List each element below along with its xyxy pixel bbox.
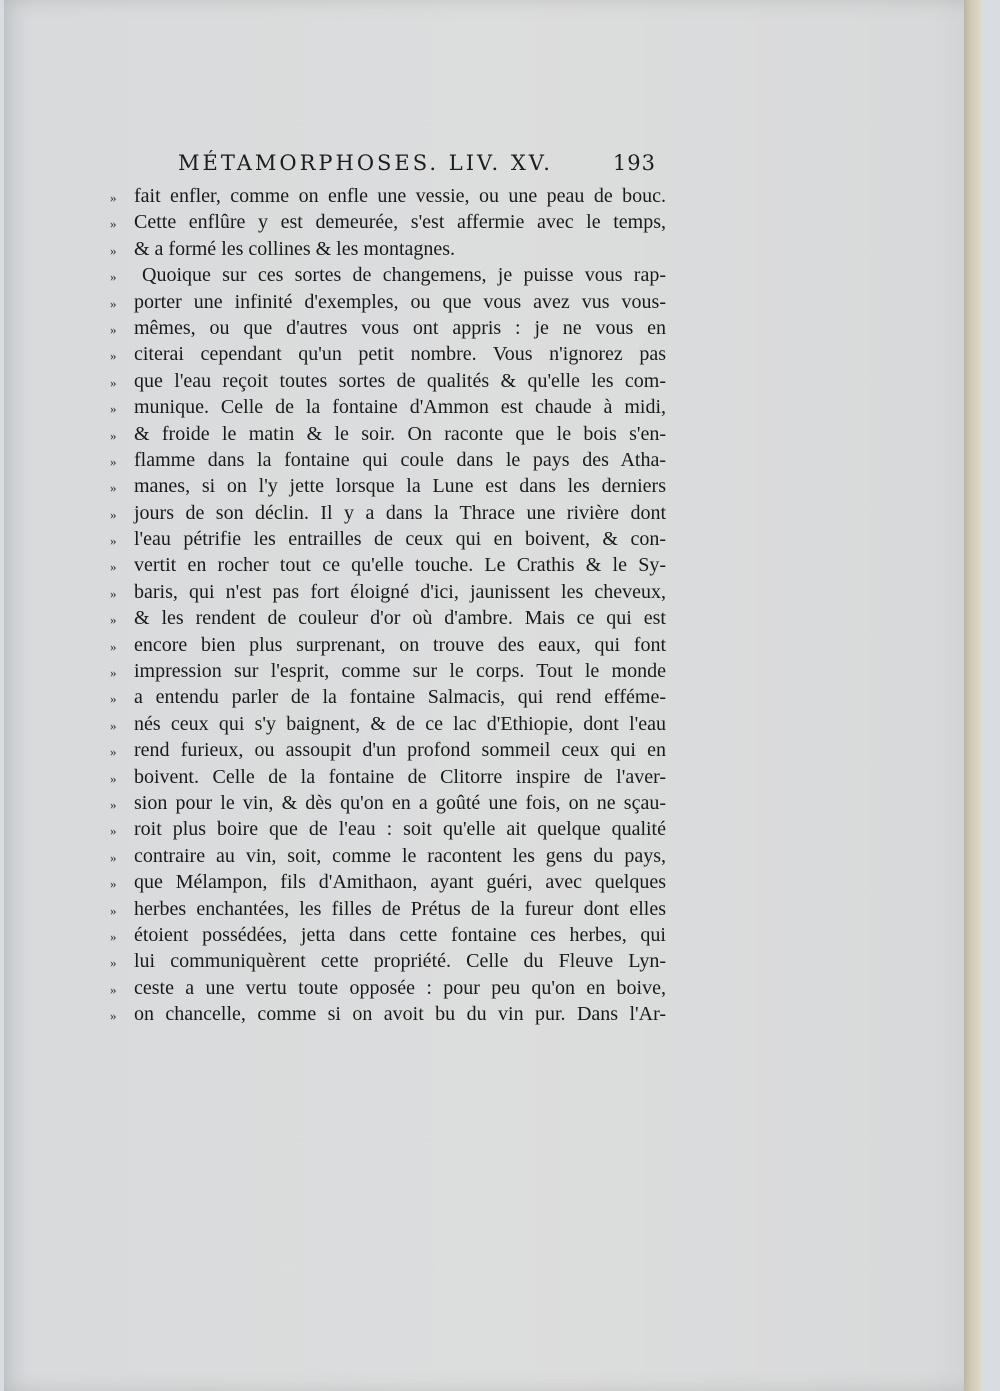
running-title: MÉTAMORPHOSES. LIV. XV. [178,151,553,175]
quote-mark: » [110,480,117,496]
text-line [110,289,666,315]
text-line [110,632,666,658]
quote-mark: » [110,796,117,812]
text-line [110,447,666,473]
line-text: on chancelle, comme si on avoit bu du vin pur. Dans l'Ar- [134,1003,666,1026]
text-line [110,421,666,447]
quote-mark: » [110,770,117,786]
text-line [110,658,666,684]
body-text [110,183,666,1028]
quote-mark: » [110,928,117,944]
line-text: Cette enflûre y est demeurée, s'est affermie avec le temps, [134,211,666,234]
quote-mark: » [110,242,117,258]
line-text: contraire au vin, soit, comme le racontent les gens du pays, [134,844,666,867]
text-line [110,500,666,526]
text-line [110,262,666,288]
text-line [110,236,666,262]
text-line [110,737,666,763]
quote-mark: » [110,295,117,311]
line-text: jours de son déclin. Il y a dans la Thrace une rivière dont [134,501,666,524]
line-text: mêmes, ou que d'autres vous ont appris : je ne vous en [134,316,666,339]
text-line [110,368,666,394]
line-text: flamme dans la fontaine qui coule dans le pays des Atha- [134,448,666,471]
line-text: nés ceux qui s'y baignent, & de ce lac d'Ethiopie, dont l'eau [134,712,666,735]
quote-mark: » [110,691,117,707]
text-line [110,1001,666,1027]
line-text: fait enfler, comme on enfle une vessie, ou une peau de bouc. [134,185,666,207]
text-line [110,764,666,790]
page-header [178,146,656,180]
line-text: que Mélampon, fils d'Amithaon, ayant guéri, avec quelques [134,871,666,894]
line-text: & a formé les collines & les montagnes. [134,237,456,260]
line-text: porter une infinité d'exemples, ou que vous avez vus vous- [134,290,666,313]
line-text: herbes enchantées, les filles de Prétus de la fureur dont elles [134,897,666,920]
quote-mark: » [110,533,117,549]
quote-mark: » [110,717,117,733]
line-text: sion pour le vin, & dès qu'on en a goûté une fois, on ne sçau- [134,791,666,814]
quote-mark: » [110,823,117,839]
text-line [110,473,666,499]
line-text: ceste a une vertu toute opposée : pour peu qu'on en boive, [134,976,666,999]
quote-mark: » [110,453,117,469]
line-text: baris, qui n'est pas fort éloigné d'ici, jaunissent les cheveux, [134,580,666,603]
quote-mark: » [110,190,117,205]
quote-mark: » [110,401,117,417]
quote-mark: » [110,955,117,971]
quote-mark: » [110,981,117,997]
text-line [110,922,666,948]
quote-mark: » [110,506,117,522]
line-text: Quoique sur ces sortes de changemens, je puisse vous rap- [142,264,666,287]
text-line [110,711,666,737]
text-line [110,552,666,578]
text-line [110,975,666,1001]
line-text: boivent. Celle de la fontaine de Clitorre inspire de l'aver- [134,765,666,788]
quote-mark: » [110,216,117,232]
quote-mark: » [110,321,117,337]
quote-mark: » [110,559,117,575]
text-line [110,790,666,816]
quote-mark: » [110,427,117,443]
text-line [110,816,666,842]
text-line [110,684,666,710]
quote-mark: » [110,744,117,760]
line-text: impression sur l'esprit, comme sur le corps. Tout le monde [134,660,666,683]
line-text: étoient possédées, jetta dans cette fontaine ces herbes, qui [134,923,666,946]
quote-mark: » [110,374,117,390]
text-line [110,183,666,209]
quote-mark: » [110,348,117,364]
line-text: que l'eau reçoit toutes sortes de qualités & qu'elle les com- [134,369,666,392]
quote-mark: » [110,269,117,285]
quote-mark: » [110,902,117,918]
line-text: rend furieux, ou assoupit d'un profond sommeil ceux qui en [134,739,666,762]
quote-mark: » [110,1008,117,1024]
line-text: & les rendent de couleur d'or où d'ambre. Mais ce qui est [134,607,666,630]
text-line [110,394,666,420]
text-line [110,579,666,605]
text-line [110,843,666,869]
line-text: manes, si on l'y jette lorsque la Lune est dans les derniers [134,475,666,498]
text-line [110,341,666,367]
line-text: citerai cependant qu'un petit nombre. Vous n'ignorez pas [134,343,666,366]
quote-mark: » [110,585,117,601]
line-text: lui communiquèrent cette propriété. Celle du Fleuve Lyn- [134,950,666,973]
line-text: l'eau pétrifie les entrailles de ceux qui en boivent, & con- [134,528,666,551]
text-line [110,896,666,922]
text-line [110,605,666,631]
line-text: munique. Celle de la fontaine d'Ammon est chaude à midi, [134,396,666,419]
line-text: & froide le matin & le soir. On raconte que le bois s'en- [134,422,666,445]
quote-mark: » [110,612,117,628]
quote-mark: » [110,876,117,892]
text-line [110,526,666,552]
line-text: roit plus boire que de l'eau : soit qu'elle ait quelque qualité [134,818,666,841]
text-line [110,948,666,974]
line-text: encore bien plus surprenant, on trouve des eaux, qui font [134,633,666,656]
quote-mark: » [110,849,117,865]
page-edge [964,0,982,1391]
line-text: vertit en rocher tout ce qu'elle touche. Le Crathis & le Sy- [134,554,666,577]
quote-mark: » [110,665,117,681]
text-line [110,869,666,895]
text-line [110,315,666,341]
text-line [110,209,666,235]
page-number: 193 [612,151,656,175]
quote-mark: » [110,638,117,654]
line-text: a entendu parler de la fontaine Salmacis, qui rend efféme- [134,686,666,709]
